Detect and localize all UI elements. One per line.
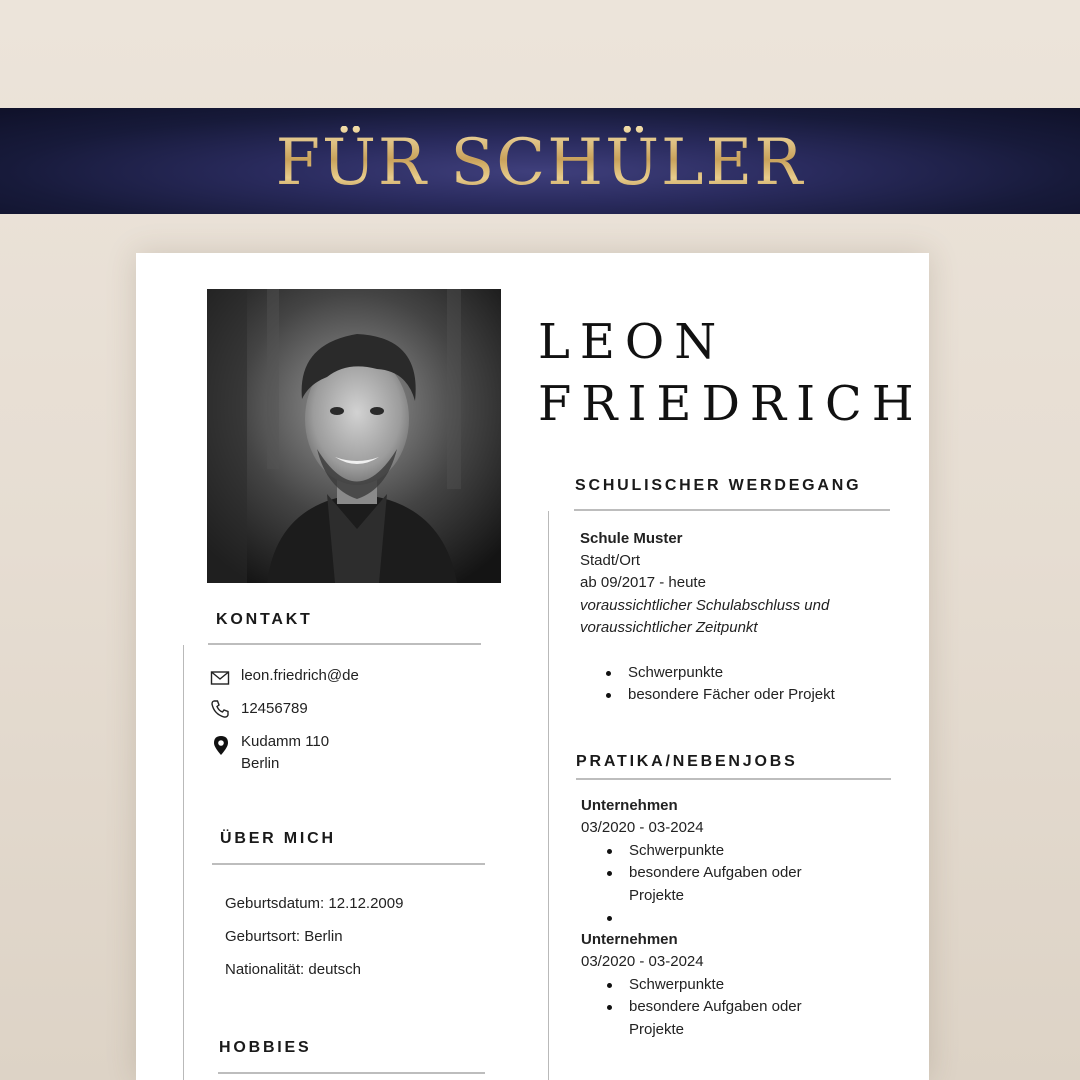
left-divider-line xyxy=(183,645,184,1080)
contact-address-line1: Kudamm 110 xyxy=(241,733,330,750)
job-company: Unternehmen xyxy=(581,931,678,948)
contact-phone: 12456789 xyxy=(241,700,308,717)
last-name: FRIEDRICH xyxy=(538,376,924,432)
hobbies-heading: HOBBIES xyxy=(219,1039,312,1056)
about-birthplace: Geburtsort: Berlin xyxy=(225,928,343,945)
phone-icon xyxy=(210,699,230,719)
education-heading: SCHULISCHER WERDEGANG xyxy=(575,477,862,494)
about-heading: ÜBER MICH xyxy=(220,830,336,847)
contact-rule xyxy=(208,643,481,645)
jobs-rule xyxy=(576,778,891,780)
job-bullet-continued: Projekte xyxy=(629,887,685,904)
banner-title: FÜR SCHÜLER xyxy=(275,126,805,200)
contact-address-line2: Berlin xyxy=(241,755,280,772)
jobs-heading: PRATIKA/NEBENJOBS xyxy=(576,753,798,770)
job-period: 03/2020 - 03-2024 xyxy=(581,819,704,836)
about-nationality: Nationalität: deutsch xyxy=(225,961,361,978)
job-period: 03/2020 - 03-2024 xyxy=(581,953,704,970)
education-period: ab 09/2017 - heute xyxy=(580,574,706,591)
education-rule xyxy=(574,509,890,511)
profile-photo xyxy=(207,289,501,583)
mail-icon xyxy=(210,668,230,688)
job-bullet: Schwerpunkte xyxy=(629,974,724,996)
job-company: Unternehmen xyxy=(581,797,678,814)
education-note-line2: voraussichtlicher Zeitpunkt xyxy=(580,619,758,636)
education-bullet: Schwerpunkte xyxy=(628,662,723,684)
education-school: Schule Muster xyxy=(580,530,683,547)
education-note-line1: voraussichtlicher Schulabschluss und xyxy=(580,597,830,614)
first-name: LEON xyxy=(538,314,727,370)
resume-sheet xyxy=(136,253,929,1080)
center-divider-line xyxy=(548,511,549,1080)
title-banner xyxy=(0,108,1080,214)
about-rule xyxy=(212,863,485,865)
contact-heading: KONTAKT xyxy=(216,611,313,628)
job-empty-bullet xyxy=(629,907,639,929)
job-bullet-continued: Projekte xyxy=(629,1021,685,1038)
job-bullet: Schwerpunkte xyxy=(629,840,724,862)
location-pin-icon xyxy=(211,735,231,755)
job-bullet: besondere Aufgaben oder xyxy=(629,996,802,1018)
hobbies-rule xyxy=(218,1072,485,1074)
education-bullet: besondere Fächer oder Projekt xyxy=(628,684,835,706)
education-city: Stadt/Ort xyxy=(580,552,641,569)
job-bullet: besondere Aufgaben oder xyxy=(629,862,802,884)
about-birthdate: Geburtsdatum: 12.12.2009 xyxy=(225,895,404,912)
contact-email: leon.friedrich@de xyxy=(241,667,359,684)
full-name xyxy=(538,311,924,435)
